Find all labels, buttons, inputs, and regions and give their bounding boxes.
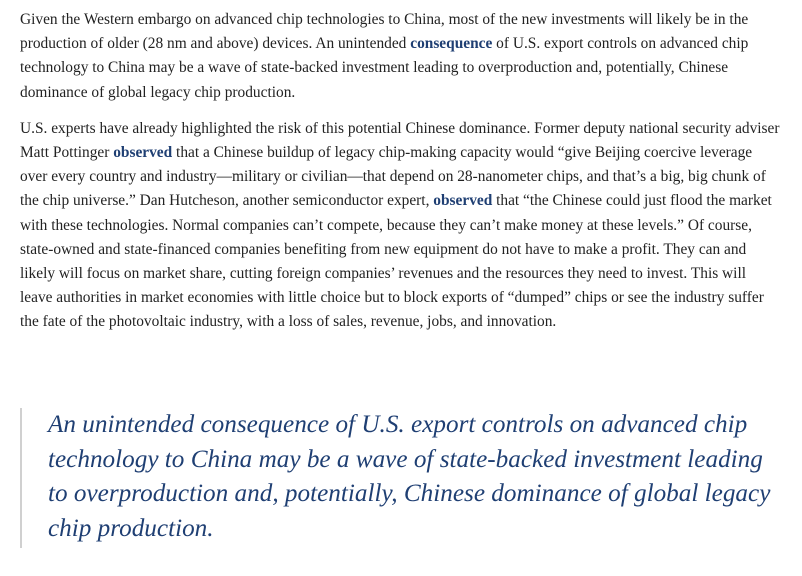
paragraph-1 — [20, 8, 780, 105]
paragraph-2-text-3: that “the Chinese could just flood the market with these technologies. Normal companies can’t compete, because they can’t make money at these levels.” Of course, state-owned and state-financed companies benefiting from new equipment do not have to make a profit. They can and likely will focus on market share, cutting foreign companies’ revenues and the resources they need to invest. This will leave authorities in market economies with little choice but to block exports of “dumped” chips or see the industry suffer the fate of the photovoltaic industry, with a loss of sales, revenue, jobs, and innovation. — [20, 192, 772, 331]
pull-quote-text: An unintended consequence of U.S. export controls on advanced chip technology to China may be a wave of state-backed investment leading to overproduction and, potentially, Chinese dominance of global legacy chip production. — [48, 411, 771, 542]
paragraph-1-text-start: Given the Western embargo on advanced chip technologies to China, most of the new investments will likely be in the production of older (28 nm and above) devices. An unintended — [20, 11, 749, 53]
article-body — [20, 8, 780, 335]
paragraph-1-text-end: of U.S. export controls on advanced chip technology to China may be a wave of state-backed investment leading to overproduction and, potentially, Chinese dominance of global legacy chip production. — [20, 35, 749, 101]
observed-link-hutcheson[interactable]: observed — [433, 192, 493, 210]
observed-link-pottinger[interactable]: observed — [113, 144, 173, 162]
paragraph-2 — [20, 117, 780, 335]
paragraph-2-text-2: that a Chinese buildup of legacy chip-making capacity would “give Beijing coercive leverage over every country and industry—military or civilian—that depend on 28-nanometer chips, and that’s a big, big chunk of the chip universe.” Dan Hutcheson, another semiconductor expert, — [20, 144, 766, 210]
pull-quote — [20, 408, 780, 548]
consequence-link[interactable]: consequence — [410, 35, 493, 53]
paragraph-2-text-1: U.S. experts have already highlighted the risk of this potential Chinese dominance. Former deputy national security adviser Matt Pottinger — [20, 119, 780, 162]
